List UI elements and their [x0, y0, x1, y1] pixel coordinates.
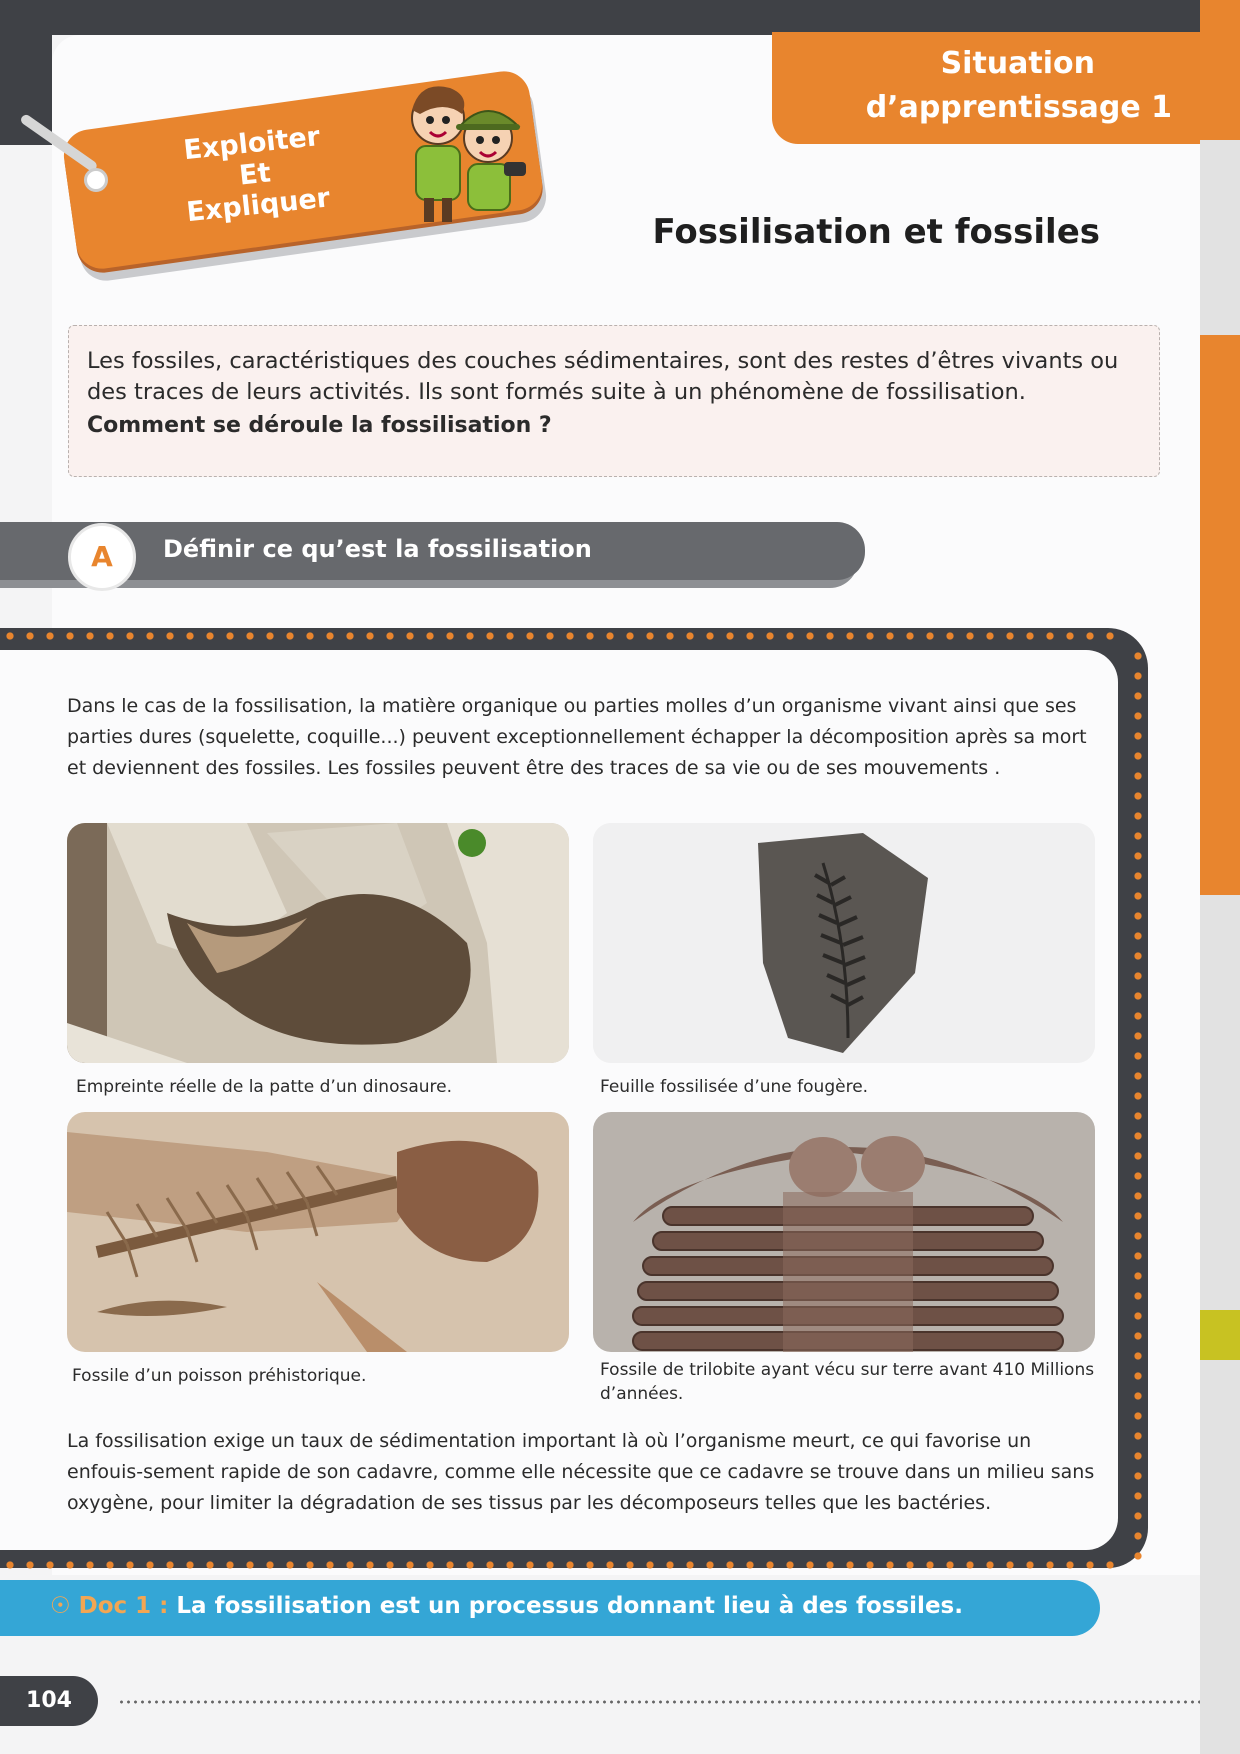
- intro-box: [68, 325, 1160, 477]
- trilobite-fossil-photo: [593, 1112, 1095, 1352]
- footer-dotted-rule: [118, 1700, 1200, 1704]
- caption-footprint: Empreinte réelle de la patte d’un dinosaure.: [76, 1077, 453, 1097]
- explorer-kids-illustration: [380, 70, 540, 230]
- caption-trilobite: Fossile de trilobite ayant vécu sur terre avant 410 Millions d’années.: [600, 1360, 1095, 1404]
- situation-banner: [772, 32, 1200, 144]
- page-number: 104: [0, 1676, 98, 1726]
- dotted-border-bottom: [0, 1561, 1120, 1569]
- doc-caption-text: La fossilisation est un processus donnant lieu à des fossiles.: [176, 1593, 963, 1619]
- dinosaur-footprint-photo: [67, 823, 569, 1063]
- dotted-border-top: [0, 632, 1120, 640]
- top-frame: [0, 0, 1200, 35]
- document-paragraph1: Dans le cas de la fossilisation, la matière organique ou parties molles d’un organisme vivant ainsi que ses parties dures (squelette, coquille...) peuvent exceptionnellement échapper la décomposition après sa mort et deviennent des fossiles. Les fossiles peuvent être des traces de sa vie ou de ses mouvements .: [67, 695, 1087, 779]
- section-letter: A: [68, 523, 136, 591]
- intro-question: Comment se déroule la fossilisation ?: [87, 413, 552, 438]
- edge-tab-green: [1200, 1310, 1240, 1360]
- doc-arrow-icon: ☉: [50, 1593, 79, 1619]
- page-title: Fossilisation et fossiles: [652, 212, 1100, 252]
- doc-label: Doc 1 :: [78, 1593, 169, 1619]
- fern-fossil-photo: [593, 823, 1095, 1063]
- document-paragraph2: La fossilisation exige un taux de sédimentation important là où l’organisme meurt, ce qui favorise un enfouis-sement rapide de son cadavre, comme elle nécessite que ce cadavre se trouve dans un milieu sans oxygène, pour limiter la dégradation de ses tissus par les décomposeurs telles que les bactéries.: [67, 1430, 1095, 1514]
- caption-fish: Fossile d’un poisson préhistorique.: [72, 1366, 367, 1386]
- pin-head-icon: [84, 168, 108, 192]
- intro-text: Les fossiles, caractéristiques des couches sédimentaires, sont des restes d’êtres vivants ou des traces de leurs activités. Ils sont formés suite à un phénomène de fossilisation.: [87, 348, 1119, 405]
- doc-caption: [50, 1593, 963, 1619]
- badge-line3: Expliquer: [185, 182, 332, 229]
- section-title: Définir ce qu’est la fossilisation: [163, 535, 592, 563]
- edge-tab-orange: [1200, 335, 1240, 895]
- caption-fern: Feuille fossilisée d’une fougère.: [600, 1077, 869, 1097]
- edge-tab-orange-top: [1200, 0, 1240, 140]
- situation-line1: Situation: [940, 46, 1095, 81]
- fish-fossil-photo: [67, 1112, 569, 1352]
- badge-line2: Et: [237, 157, 273, 192]
- badge-line1: Exploiter: [182, 121, 322, 167]
- situation-line2: d’apprentissage 1: [865, 90, 1172, 125]
- document-card: [0, 650, 1118, 1550]
- dotted-border-right: [1134, 646, 1142, 1561]
